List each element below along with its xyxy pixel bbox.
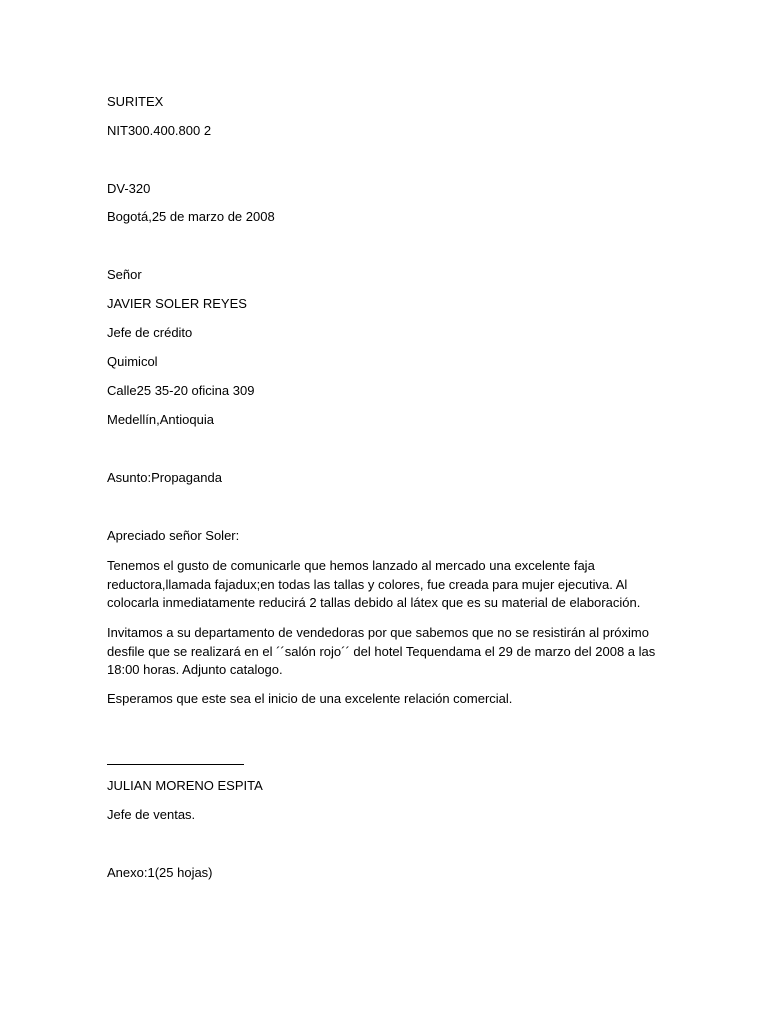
recipient-company: Quimicol bbox=[107, 354, 158, 369]
letter-subject: Asunto:Propaganda bbox=[107, 470, 222, 485]
company-name: SURITEX bbox=[107, 94, 164, 109]
body-paragraph-1: Tenemos el gusto de comunicarle que hemos lanzado al mercado una excelente faja reductora,llamada fajadux;en todas las tallas y colores, fue creada para mujer ejecutiva. Al colocarla inmediatamente reducirá 2 tallas debido al látex que es su material de elaboración. bbox=[107, 558, 641, 610]
annex-note: Anexo:1(25 hojas) bbox=[107, 865, 213, 880]
company-nit: NIT300.400.800 2 bbox=[107, 123, 212, 138]
signer-position: Jefe de ventas. bbox=[107, 807, 196, 822]
recipient-address: Calle25 35-20 oficina 309 bbox=[107, 383, 255, 398]
recipient-name: JAVIER SOLER REYES bbox=[107, 296, 247, 311]
body-paragraph-3: Esperamos que este sea el inicio de una excelente relación comercial. bbox=[107, 691, 513, 706]
recipient-salutation-title: Señor bbox=[107, 267, 142, 282]
body-paragraph-2: Invitamos a su departamento de vendedoras por que sabemos que no se resistirán al próximo desfile que se realizará en el ´´salón rojo´´ del hotel Tequendama el 29 de marzo del 2008 a las 18:00 horas. Adjunto catalogo. bbox=[107, 625, 656, 677]
recipient-city: Medellín,Antioquia bbox=[107, 412, 214, 427]
reference-code: DV-320 bbox=[107, 181, 151, 196]
signature-line bbox=[107, 764, 244, 765]
signer-name: JULIAN MORENO ESPITA bbox=[107, 778, 263, 793]
letter-date: Bogotá,25 de marzo de 2008 bbox=[107, 209, 275, 224]
letter-greeting: Apreciado señor Soler: bbox=[107, 528, 240, 543]
recipient-position: Jefe de crédito bbox=[107, 325, 193, 340]
